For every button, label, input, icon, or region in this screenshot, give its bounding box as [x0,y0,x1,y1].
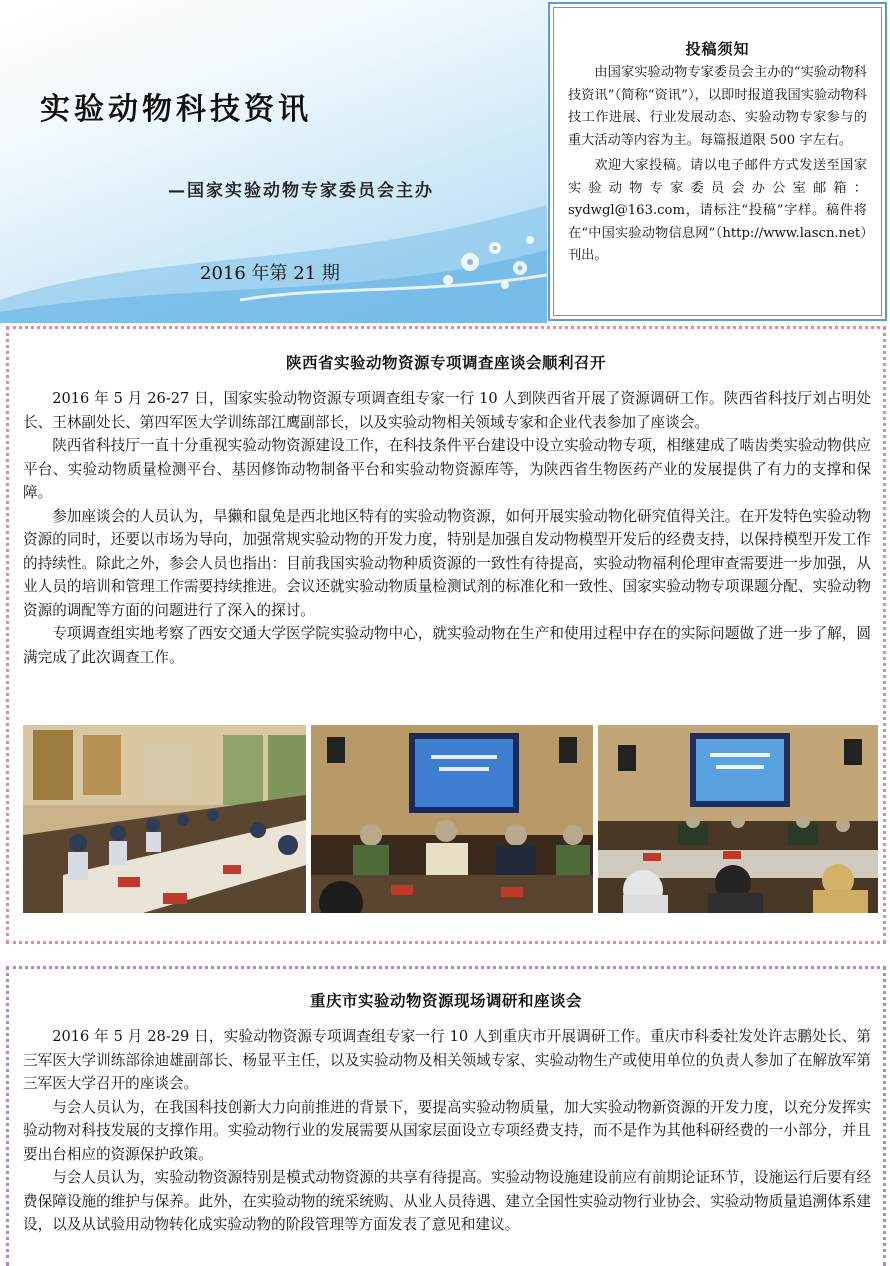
meeting-photo-2-image [311,725,593,913]
article-title: 陕西省实验动物资源专项调查座谈会顺利召开 [285,353,606,372]
article-paragraph: 专项调查组实地考察了西安交通大学医学院实验动物中心，就实验动物在生产和使用过程中存在的实际问题做了进一步了解，圆满完成了此次调查工作。 [23,625,871,666]
article-chongqing [6,966,886,1266]
header-banner [0,0,547,323]
meeting-photo-1 [23,725,306,913]
article-body [9,387,883,669]
article-shaanxi [6,326,886,944]
meeting-photo-3 [598,725,878,913]
meeting-photo-2 [311,725,593,913]
article-title: 重庆市实验动物资源现场调研和座谈会 [309,991,582,1010]
meeting-photo-3-image [598,725,878,913]
publication-subtitle: —国家实验动物专家委员会主办 [168,181,434,201]
notice-paragraph: 由国家实验动物专家委员会主办的“实验动物科技资讯”（简称“资讯”），以即时报道我国实验动物科技工作进展、行业发展动态、实验动物专家参与的重大活动等内容为主。每篇报道限 500 字左右。 [568,65,867,148]
notice-paragraph: 欢迎大家投稿。请以电子邮件方式发送至国家实验动物专家委员会办公室邮箱：sydwgl@163.com，请标注“投稿”字样。稿件将在“中国实验动物信息网”（http://www.lascn.net）刊出。 [568,158,867,263]
issue-number: 2016 年第 21 期 [200,263,340,284]
article-paragraph: 2016 年 5 月 28-29 日，实验动物资源专项调查组专家一行 10 人到重庆市开展调研工作。重庆市科委社发处许志鹏处长、第三军医大学训练部徐迪雄副部长、杨显平主任，以及实验动物及相关领域专家、实验动物生产或使用单位的负责人参加了在解放军第三军医大学召开的座谈会。 [23,1028,871,1092]
notice-inner-frame [553,7,882,316]
article-paragraph: 与会人员认为，实验动物资源特别是模式动物资源的共享有待提高。实验动物设施建设前应有前期论证环节，设施运行后要有经费保障设施的维护与保养。此外，在实验动物的统采统购、从业人员待遇、建立全国性实验动物行业协会、实验动物质量追溯体系建设，以及从试验用动物转化成实验动物的阶段管理等方面发表了意见和建议。 [23,1169,871,1233]
article-paragraph: 陕西省科技厅一直十分重视实验动物资源建设工作，在科技条件平台建设中设立实验动物专项，相继建成了啮齿类实验动物供应平台、实验动物质量检测平台、基因修饰动物制备平台和实验动物资源库等，为陕西省生物医药产业的发展提供了有力的支撑和保障。 [23,437,871,501]
article-paragraph: 2016 年 5 月 26-27 日，国家实验动物资源专项调查组专家一行 10 人到陕西省开展了资源调研工作。陕西省科技厅刘占明处长、王林副处长、第四军医大学训练部江鹰副部长，以及实验动物相关领域专家和企业代表参加了座谈会。 [23,390,871,431]
article-paragraph: 参加座谈会的人员认为，旱獭和鼠兔是西北地区特有的实验动物资源，如何开展实验动物化研究值得关注。在开发特色实验动物资源的同时，还要以市场为导向，加强常规实验动物的开发力度，特别是加强自发动物模型开发后的经费支持，以保持模型开发工作的持续性。除此之外，参会人员也指出：目前我国实验动物种质资源的一致性有待提高，实验动物福利伦理审查需要进一步加强，从业人员的培训和管理工作需要持续推进。会议还就实验动物质量检测试剂的标准化和一致性、国家实验动物专项课题分配、实验动物资源的调配等方面的问题进行了深入的探讨。 [23,507,871,619]
meeting-photo-1-image [23,725,306,913]
publication-title: 实验动物科技资讯 [40,92,312,127]
notice-title: 投稿须知 [685,40,750,58]
submission-notice [548,2,887,321]
article-body [9,1025,883,1237]
article-paragraph: 与会人员认为，在我国科技创新大力向前推进的背景下，要提高实验动物质量，加大实验动物新资源的开发力度，以充分发挥实验动物对科技发展的支撑作用。实验动物行业的发展需要从国家层面设立专项经费支持，而不是作为其他科研经费的一小部分，并且要出台相应的资源保护政策。 [23,1098,871,1163]
